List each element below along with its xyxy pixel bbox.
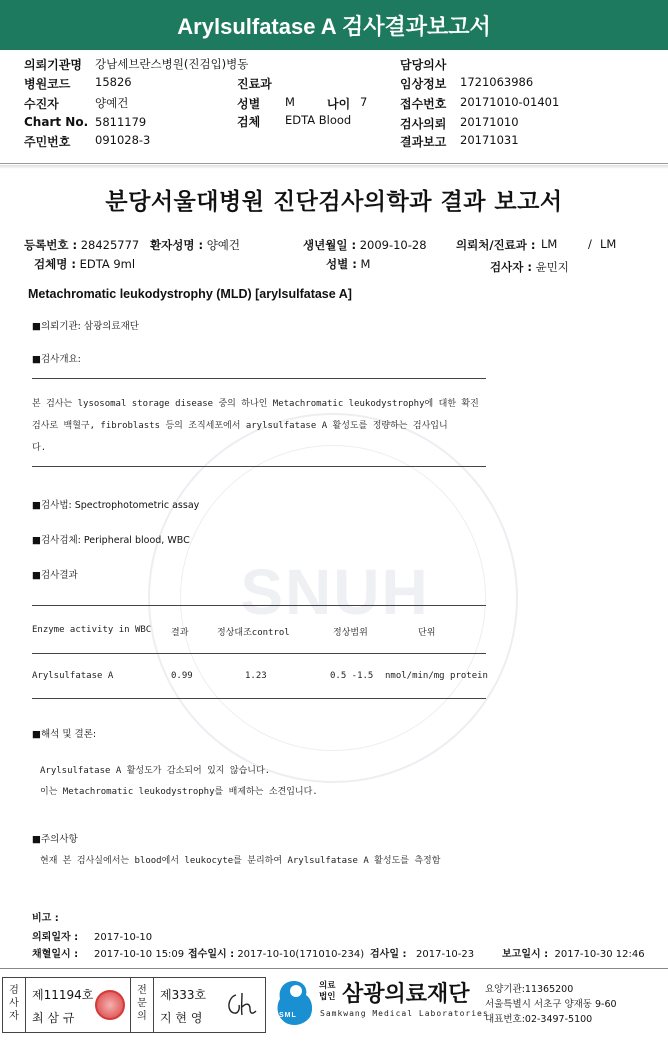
clinical-label: 임상정보 <box>400 77 447 91</box>
req-date-value: 2017-10-10 <box>94 932 153 943</box>
examiner-name: 최 삼 규 <box>32 1011 75 1025</box>
dob-field <box>303 237 427 253</box>
results-rule-top <box>32 605 486 606</box>
dept-field <box>456 237 535 253</box>
request-org-line: ■의뢰기관: 삼광의료재단 <box>32 321 139 332</box>
interpretation-line-1: Arylsulfatase A 활성도가 감소되어 있지 않습니다. <box>40 766 271 776</box>
org-prefix-2: 법인 <box>319 992 336 1002</box>
report-date-value: 2017-10-30 12:46 <box>554 949 645 960</box>
examiner-vert-1: 검 <box>9 985 19 996</box>
caution-line-1: 현재 본 검사실에서는 blood에서 leukocyte를 분리하여 Arylsulfatase A 활성도를 측정함 <box>40 856 441 866</box>
report-specimen-value: EDTA 9ml <box>79 257 136 271</box>
collect-field <box>32 945 184 960</box>
sml-logo-icon <box>272 979 316 1029</box>
receipt-label: 접수번호 <box>400 97 447 111</box>
patient-name-value: 양예건 <box>206 238 241 252</box>
specialist-vert-1: 전 <box>137 985 147 996</box>
results-heading: ■검사결과 <box>32 570 78 581</box>
specialist-vert-2: 문 <box>137 998 147 1009</box>
dept-label: 진료과 <box>237 77 272 91</box>
requester-value: 강남세브란스병원(진검입)병동 <box>95 57 249 71</box>
test-title: Metachromatic leukodystrophy (MLD) [arylsulfatase A] <box>28 287 352 301</box>
clinical-value: 1721063986 <box>460 75 534 89</box>
specialist-license-no: 제333호 <box>160 988 207 1002</box>
header-shadow <box>0 165 668 169</box>
examiner-seal-stamp <box>95 990 125 1020</box>
col-header-control: 정상대조control <box>217 628 290 638</box>
col-header-result: 결과 <box>171 628 189 638</box>
sex-value: M <box>285 95 295 109</box>
sml-logo-text: SML <box>279 1012 297 1019</box>
caution-heading: ■주의사항 <box>32 834 78 845</box>
hospital-code-value: 15826 <box>95 75 132 89</box>
chart-label: Chart No. <box>24 115 89 129</box>
institution-code: 요양기관:11365200 <box>485 984 574 995</box>
receipt-value: 20171010-01401 <box>460 95 560 109</box>
report-date-label: 보고일시 : <box>502 949 549 960</box>
dept-value-1: LM <box>541 237 558 251</box>
overview-line-1: 본 검사는 lysosomal storage disease 중의 하나인 Metachromatic leukodystrophy에 대한 확진 <box>32 399 479 409</box>
examiner-vert-2: 사 <box>9 998 19 1009</box>
specialist-name: 지 현 영 <box>160 1011 203 1025</box>
req-date-label: 의뢰일자 : <box>32 932 79 943</box>
examiner-vert-3: 자 <box>9 1011 19 1022</box>
signature-icon <box>222 989 260 1019</box>
overview-rule-top <box>32 378 486 379</box>
test-date-value: 2017-10-23 <box>416 949 475 960</box>
dept-value-2: LM <box>600 237 617 251</box>
dob-value: 2009-10-28 <box>359 238 427 252</box>
request-header <box>0 50 668 163</box>
specimen-label: 검체 <box>237 115 261 129</box>
age-value: 7 <box>360 95 368 109</box>
org-name: 삼광의료재단 <box>342 982 470 1007</box>
note-label: 비고 : <box>32 913 59 924</box>
report-sex-field <box>326 256 370 272</box>
report-specimen-label: 검체명 : <box>34 257 76 271</box>
col-header-range: 정상범위 <box>333 628 368 638</box>
dob-label: 생년월일 : <box>303 238 357 252</box>
collect-value: 2017-10-10 15:09 <box>94 949 185 960</box>
reg-no-field <box>24 237 139 253</box>
method-line: ■검사법: Spectrophotometric assay <box>32 500 200 511</box>
hospital-seal-watermark <box>148 413 518 783</box>
patient-name-label: 환자성명 : <box>150 238 204 252</box>
receipt-time-value: 2017-10-10(171010-234) <box>237 949 365 960</box>
specimen-value: EDTA Blood <box>285 113 352 127</box>
report-title: 분당서울대병원 진단검사의학과 결과 보고서 <box>105 189 563 215</box>
report-label: 결과보고 <box>400 135 447 149</box>
watermark-inner-ring <box>180 445 486 751</box>
specimen-field <box>34 256 135 272</box>
banner-title: Arylsulfatase A 검사결과보고서 <box>177 13 491 39</box>
patient-name-field <box>150 237 240 253</box>
row-control: 1.23 <box>245 671 267 681</box>
specimen-line: ■검사검체: Peripheral blood, WBC <box>32 535 190 546</box>
hospital-code-label: 병원코드 <box>24 77 71 91</box>
specialist-vert-3: 의 <box>137 1011 147 1022</box>
row-range: 0.5 -1.5 <box>330 671 374 681</box>
footer <box>0 968 668 1041</box>
patient-label: 수진자 <box>24 97 59 111</box>
req-date-field <box>32 928 152 943</box>
report-banner <box>0 0 668 50</box>
org-english-name: Samkwang Medical Laboratories <box>320 1009 489 1018</box>
sex-label: 성별 <box>237 97 261 111</box>
interpretation-line-2: 이는 Metachromatic leukodystrophy를 배제하는 소견입니다. <box>40 787 318 797</box>
collect-label: 채혈일시 : <box>32 949 79 960</box>
report-sex-value: M <box>360 257 371 271</box>
results-rule-bottom <box>32 698 486 699</box>
col-header-enzyme: Enzyme activity in WBC <box>32 625 152 635</box>
overview-rule-bottom <box>32 466 486 467</box>
row-enzyme: Arylsulfatase A <box>32 671 114 681</box>
interpretation-heading: ■해석 및 결론: <box>32 729 97 740</box>
results-rule-middle <box>32 653 486 654</box>
overview-heading: ■검사개요: <box>32 354 81 365</box>
reg-no-label: 등록번호 : <box>24 238 78 252</box>
examiner-field <box>490 259 569 275</box>
request-label: 검사의뢰 <box>400 117 447 131</box>
receipt-time-label: 접수일시 : <box>188 949 235 960</box>
age-label: 나이 <box>327 97 351 111</box>
reg-no-value: 28425777 <box>80 238 140 252</box>
receipt-field <box>188 945 364 960</box>
requester-label: 의뢰기관명 <box>24 58 82 72</box>
row-unit: nmol/min/mg protein <box>385 671 488 681</box>
org-prefix-1: 의료 <box>319 981 336 991</box>
report-sex-label: 성별 : <box>326 257 357 271</box>
overview-line-2: 검사로 백혈구, fibroblasts 등의 조직세포에서 arylsulfatase A 활성도를 정량하는 검사입니 <box>32 421 448 431</box>
col-header-unit: 단위 <box>418 628 436 638</box>
examiner-value: 윤민지 <box>535 260 569 274</box>
doctor-label: 담당의사 <box>400 58 447 72</box>
org-address: 서울특별시 서초구 양재동 9-60 <box>485 999 617 1010</box>
report-date-field <box>502 945 645 960</box>
request-value: 20171010 <box>460 115 519 129</box>
watermark-logo-text: SNUH <box>240 556 430 628</box>
patient-value: 양예건 <box>95 96 129 110</box>
overview-line-3: 다. <box>32 443 47 453</box>
header-divider <box>0 163 668 164</box>
report-value: 20171031 <box>460 133 519 147</box>
rrn-label: 주민번호 <box>24 135 71 149</box>
row-result: 0.99 <box>171 671 193 681</box>
chart-value: 5811179 <box>95 115 147 129</box>
rrn-value: 091028-3 <box>95 133 151 147</box>
dept-separator: / <box>588 237 592 251</box>
examiner-license-no: 제11194호 <box>32 988 94 1002</box>
org-phone: 대표번호:02-3497-5100 <box>485 1014 593 1025</box>
examiner-label: 검사자 : <box>490 260 532 274</box>
test-date-label: 검사일 : <box>370 949 407 960</box>
report-dept-label: 의뢰처/진료과 : <box>456 238 536 252</box>
test-date-field <box>370 945 474 960</box>
